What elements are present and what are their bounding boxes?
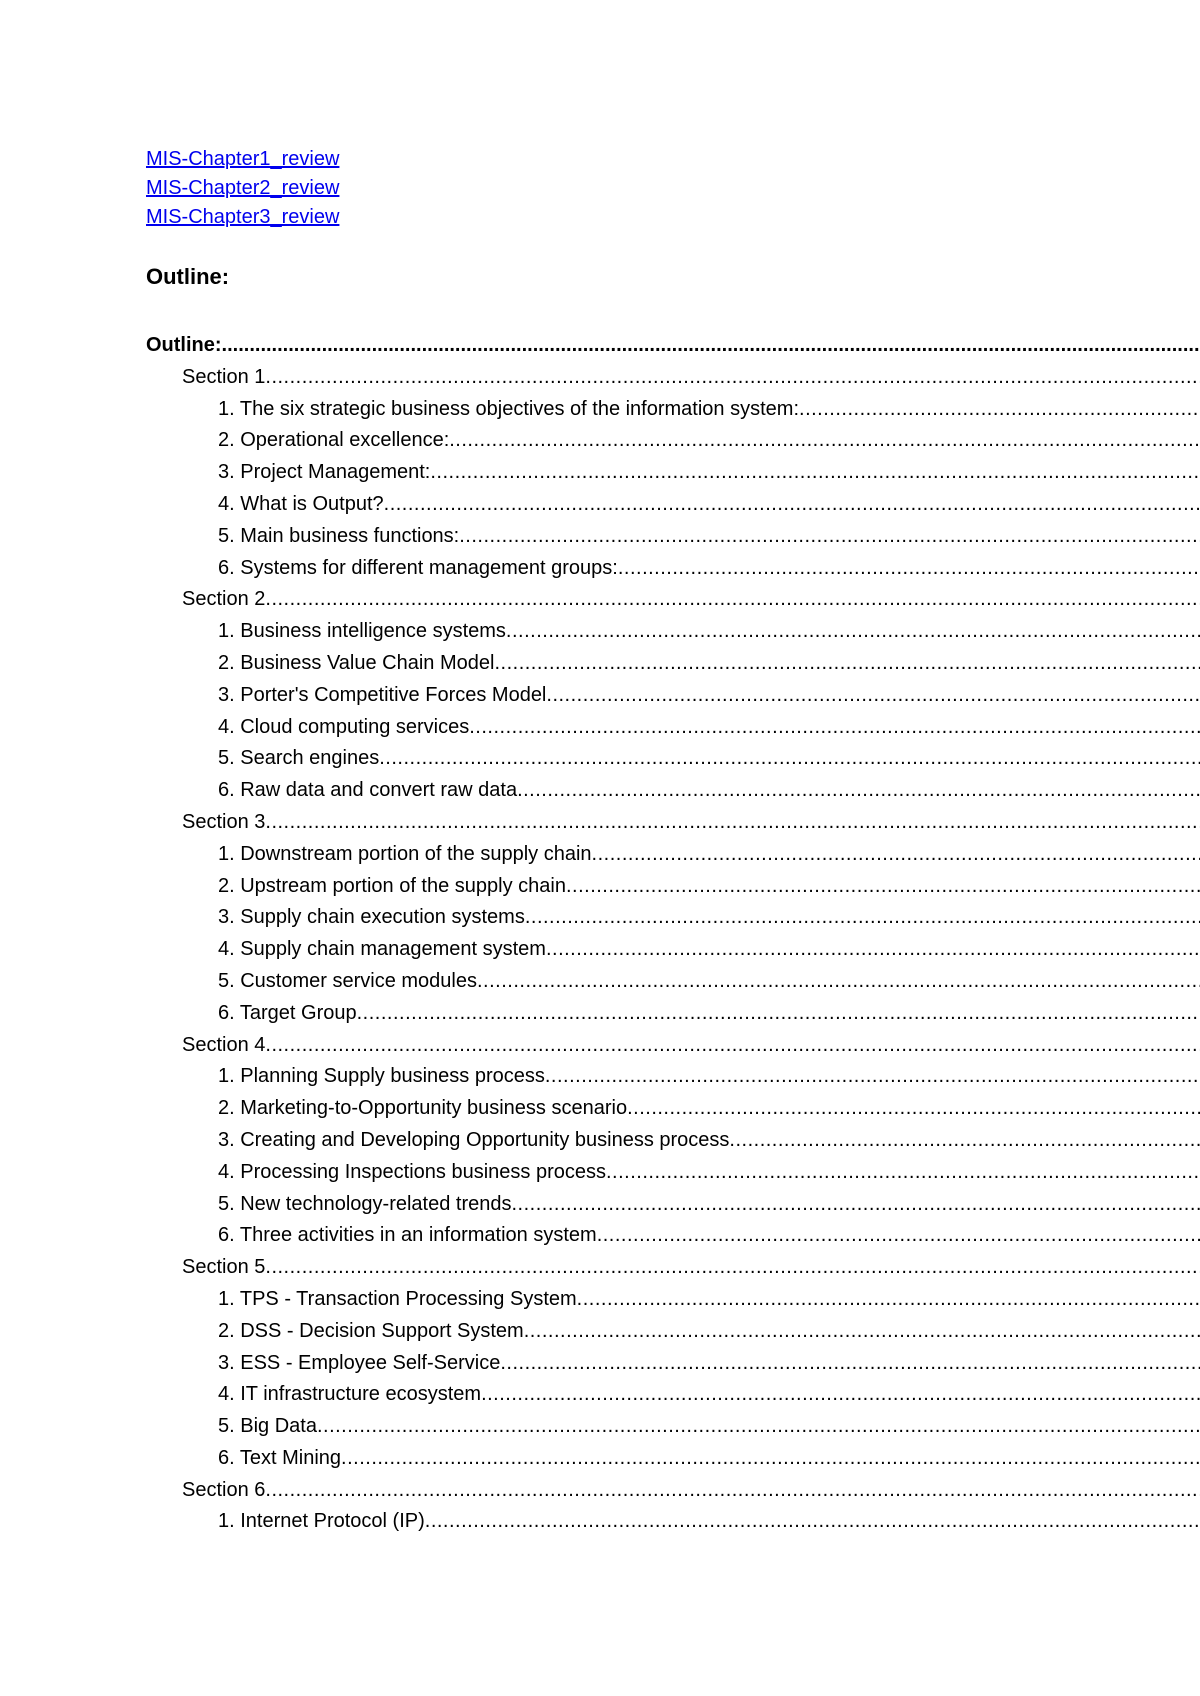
toc-entry-label: 5. Big Data xyxy=(218,1415,317,1438)
toc-dot-leader xyxy=(729,1125,1200,1157)
toc-entry-label: Section 4 xyxy=(182,1033,266,1056)
toc-entry-label: 2. Operational excellence: xyxy=(218,429,450,452)
toc-section-entry[interactable] xyxy=(146,584,1200,616)
toc-entry-label: 5. Search engines xyxy=(218,747,380,770)
toc-dot-leader xyxy=(606,1157,1200,1189)
toc-dot-leader xyxy=(265,1030,1200,1062)
toc-entry-label: 2. Upstream portion of the supply chain xyxy=(218,874,566,897)
toc-section-entry[interactable] xyxy=(146,362,1200,394)
toc-dot-leader xyxy=(546,934,1200,966)
toc-dot-leader xyxy=(627,1093,1200,1125)
toc-entry-label: Outline: xyxy=(146,334,222,356)
toc-item-entry[interactable] xyxy=(146,553,1200,585)
toc-dot-leader xyxy=(566,871,1200,903)
toc-item-entry[interactable] xyxy=(146,1284,1200,1316)
toc-entry-label: 6. Three activities in an information system xyxy=(218,1224,597,1247)
toc-entry-label: 6. Systems for different management groups: xyxy=(218,556,618,579)
toc-item-entry[interactable] xyxy=(146,743,1200,775)
toc-item-entry[interactable] xyxy=(146,521,1200,553)
toc-dot-leader xyxy=(265,1252,1200,1284)
toc-dot-leader xyxy=(477,966,1200,998)
toc-entry-label: 1. The six strategic business objectives of the information system: xyxy=(218,397,800,420)
toc-entry-label: 3. ESS - Employee Self-Service xyxy=(218,1351,501,1374)
toc-item-entry[interactable] xyxy=(146,425,1200,457)
toc-section-entry[interactable] xyxy=(146,1252,1200,1284)
toc-dot-leader xyxy=(357,998,1200,1030)
toc-dot-leader xyxy=(265,362,1200,394)
toc-item-entry[interactable] xyxy=(146,457,1200,489)
toc-item-entry[interactable] xyxy=(146,966,1200,998)
toc-heading-entry[interactable] xyxy=(146,330,1200,362)
toc-dot-leader xyxy=(430,457,1200,489)
toc-item-entry[interactable] xyxy=(146,871,1200,903)
chapter-links xyxy=(146,145,339,232)
outline-heading: Outline: xyxy=(146,264,230,289)
toc-dot-leader xyxy=(517,775,1200,807)
toc-section-entry[interactable] xyxy=(146,1475,1200,1507)
toc-item-entry[interactable] xyxy=(146,1348,1200,1380)
toc-item-entry[interactable] xyxy=(146,648,1200,680)
toc-dot-leader xyxy=(545,1061,1200,1093)
toc-dot-leader xyxy=(512,1189,1200,1221)
toc-item-entry[interactable] xyxy=(146,1220,1200,1252)
chapter3-review-link[interactable]: MIS-Chapter3_review xyxy=(146,206,340,228)
toc-entry-label: 6. Target Group xyxy=(218,1001,357,1024)
toc-entry-label: 4. What is Output? xyxy=(218,492,384,515)
toc-entry-label: Section 2 xyxy=(182,588,266,611)
toc-item-entry[interactable] xyxy=(146,1125,1200,1157)
toc-entry-label: 5. Main business functions: xyxy=(218,524,460,547)
toc-entry-label: 3. Supply chain execution systems xyxy=(218,906,525,929)
toc-item-entry[interactable] xyxy=(146,394,1200,426)
toc-dot-leader xyxy=(525,902,1200,934)
toc-entry-label: 1. TPS - Transaction Processing System xyxy=(218,1287,577,1310)
toc-item-entry[interactable] xyxy=(146,1189,1200,1221)
toc-entry-label: 1. Downstream portion of the supply chain xyxy=(218,842,592,865)
toc-entry-label: 4. Supply chain management system xyxy=(218,938,546,961)
toc-dot-leader xyxy=(425,1506,1200,1538)
toc-item-entry[interactable] xyxy=(146,1093,1200,1125)
toc-dot-leader xyxy=(481,1379,1200,1411)
toc-dot-leader xyxy=(449,425,1200,457)
toc-dot-leader xyxy=(524,1316,1200,1348)
toc-item-entry[interactable] xyxy=(146,934,1200,966)
toc-entry-label: 1. Planning Supply business process xyxy=(218,1065,545,1088)
toc-entry-label: 3. Creating and Developing Opportunity business process xyxy=(218,1128,730,1151)
toc-dot-leader xyxy=(494,648,1200,680)
toc-dot-leader xyxy=(317,1411,1200,1443)
toc-item-entry[interactable] xyxy=(146,489,1200,521)
toc-item-entry[interactable] xyxy=(146,1506,1200,1538)
toc-entry-label: 3. Project Management: xyxy=(218,461,431,484)
toc-entry-label: 6. Raw data and convert raw data xyxy=(218,779,518,802)
toc-dot-leader xyxy=(265,807,1200,839)
toc-item-entry[interactable] xyxy=(146,616,1200,648)
toc-dot-leader xyxy=(506,616,1200,648)
toc-entry-label: 5. New technology-related trends xyxy=(218,1192,512,1215)
toc-item-entry[interactable] xyxy=(146,902,1200,934)
toc-dot-leader xyxy=(384,489,1200,521)
toc-entry-label: 1. Internet Protocol (IP) xyxy=(218,1510,425,1533)
toc-item-entry[interactable] xyxy=(146,1443,1200,1475)
toc-section-entry[interactable] xyxy=(146,1030,1200,1062)
toc-item-entry[interactable] xyxy=(146,1061,1200,1093)
toc-entry-label: Section 1 xyxy=(182,365,266,388)
toc-entry-label: Section 5 xyxy=(182,1256,266,1279)
toc-item-entry[interactable] xyxy=(146,712,1200,744)
toc-section-entry[interactable] xyxy=(146,807,1200,839)
chapter1-review-link[interactable]: MIS-Chapter1_review xyxy=(146,148,340,170)
toc-dot-leader xyxy=(265,584,1200,616)
toc-entry-label: 4. Cloud computing services xyxy=(218,715,470,738)
toc-dot-leader xyxy=(265,1475,1200,1507)
toc-item-entry[interactable] xyxy=(146,998,1200,1030)
toc-entry-label: 2. DSS - Decision Support System xyxy=(218,1319,524,1342)
chapter2-review-link[interactable]: MIS-Chapter2_review xyxy=(146,177,340,199)
toc-entry-label: 4. IT infrastructure ecosystem xyxy=(218,1383,482,1406)
toc-entry-label: 2. Marketing-to-Opportunity business scenario xyxy=(218,1097,628,1120)
toc-dot-leader xyxy=(500,1348,1200,1380)
toc-entry-label: 5. Customer service modules xyxy=(218,969,477,992)
toc-dot-leader xyxy=(592,839,1200,871)
toc-item-entry[interactable] xyxy=(146,1316,1200,1348)
toc-dot-leader xyxy=(222,330,1200,362)
toc-entry-label: Section 3 xyxy=(182,810,266,833)
toc-dot-leader xyxy=(379,743,1200,775)
table-of-contents xyxy=(146,330,1200,1538)
toc-dot-leader xyxy=(341,1443,1200,1475)
toc-item-entry[interactable] xyxy=(146,1157,1200,1189)
toc-item-entry[interactable] xyxy=(146,1411,1200,1443)
toc-dot-leader xyxy=(577,1284,1200,1316)
toc-entry-label: 3. Porter's Competitive Forces Model xyxy=(218,683,547,706)
toc-dot-leader xyxy=(546,680,1200,712)
toc-dot-leader xyxy=(459,521,1200,553)
toc-item-entry[interactable] xyxy=(146,680,1200,712)
toc-entry-label: 6. Text Mining xyxy=(218,1446,342,1469)
toc-dot-leader xyxy=(469,712,1200,744)
toc-entry-label: 2. Business Value Chain Model xyxy=(218,651,495,674)
toc-dot-leader xyxy=(618,553,1200,585)
toc-entry-label: 1. Business intelligence systems xyxy=(218,620,506,643)
toc-dot-leader xyxy=(597,1220,1200,1252)
toc-item-entry[interactable] xyxy=(146,775,1200,807)
toc-entry-label: Section 6 xyxy=(182,1478,266,1501)
toc-entry-label: 4. Processing Inspections business process xyxy=(218,1160,606,1183)
toc-dot-leader xyxy=(799,394,1200,426)
toc-item-entry[interactable] xyxy=(146,1379,1200,1411)
toc-item-entry[interactable] xyxy=(146,839,1200,871)
